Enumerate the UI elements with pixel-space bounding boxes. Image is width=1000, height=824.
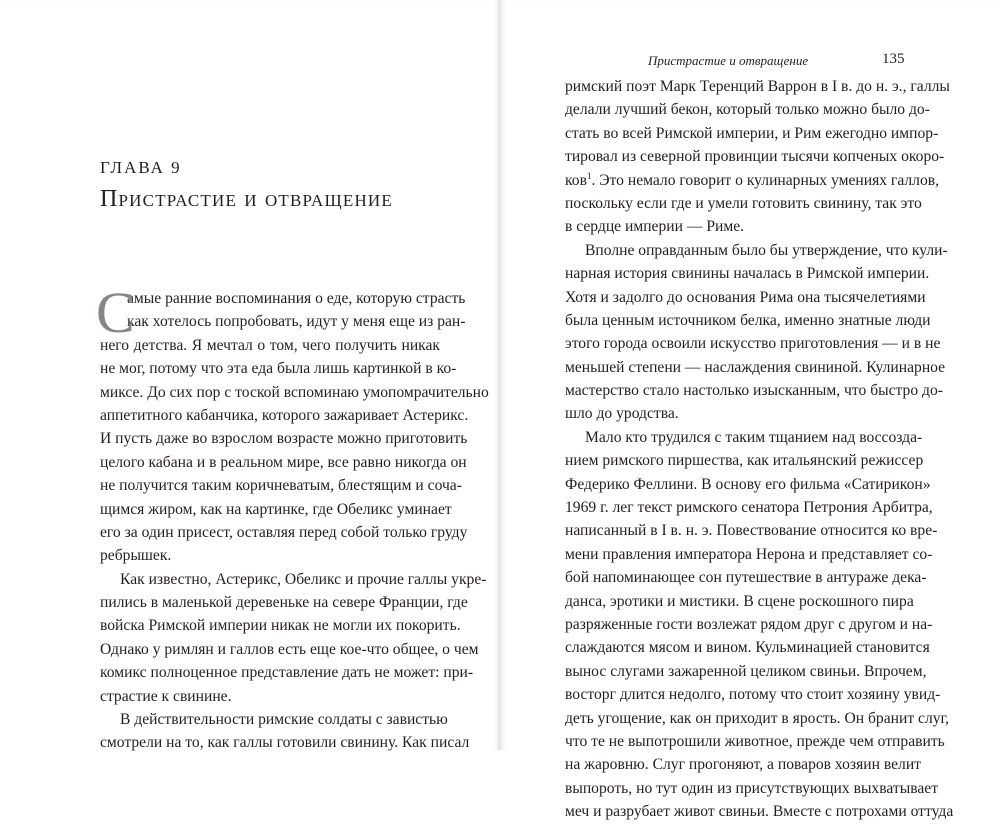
text-line: 1969 г. лег текст римского сенатора Петрония Арбитра,: [565, 499, 933, 517]
text-line: тировал из северной провинции тысячи копченых окоро-: [565, 148, 945, 166]
text-line: Федерико Феллини. В основу его фильма «Сатирикон»: [565, 475, 931, 493]
text-line: делали лучший бекон, который только можно было до-: [565, 101, 930, 119]
chapter-label: ГЛАВА 9: [100, 158, 182, 177]
text-line: щимся жиром, как на картинке, где Обеликс уминает: [100, 500, 452, 518]
text-line: миксе. До сих пор с тоской вспоминаю умопомрачительно: [100, 383, 489, 401]
drop-cap: С: [96, 280, 135, 345]
text-line: восторг длится недолго, потому что стоит хозяину увид-: [565, 686, 941, 704]
text-line: на жаровню. Слуг прогоняют, а поваров хозяин велит: [565, 756, 921, 774]
text-line: мени правления императора Нерона и представляет со-: [565, 545, 933, 563]
text-line: В действительности римские солдаты с завистью: [120, 711, 448, 729]
text-line: в сердце империи — Риме.: [565, 218, 745, 236]
text-fragment: . Это немало говорит о кулинарных умениях галлов,: [591, 171, 940, 189]
text-line: римский поэт Марк Теренций Варрон в I в. до н. э., галлы: [565, 78, 950, 95]
text-line: разряженные гости возлежат рядом друг с другом и на-: [565, 615, 933, 633]
left-body-text: [96, 280, 489, 755]
text-line: И пусть даже во взрослом возрасте можно приготовить: [100, 430, 468, 448]
text-line: Хотя и задолго до основания Рима она тысячелетиями: [565, 288, 926, 306]
text-line: как хотелось попробовать, идут у меня еще из ран-: [127, 313, 466, 331]
text-line: выпороть, но тут один из присутствующих выхватывает: [565, 779, 939, 797]
text-line: комикс полноценное представление дать не может: при-: [100, 664, 474, 682]
text-line: стать во всей Римской империи, и Рим ежегодно импор-: [565, 124, 939, 142]
text-line: страстие к свинине.: [100, 687, 232, 705]
text-line: написанный в I в. н. э. Повествование относится ко вре-: [565, 522, 938, 540]
page-number: 135: [882, 51, 905, 67]
chapter-title: Пристрастие и отвращение: [100, 186, 393, 212]
text-line: Как известно, Астерикс, Обеликс и прочие галлы укре-: [120, 570, 487, 588]
text-line: его за один присест, оставляя перед собой только груду: [100, 523, 468, 541]
text-line: пились в маленькой деревеньке на севере Франции, где: [100, 594, 468, 612]
running-head: Пристрастие и отвращение: [648, 53, 809, 68]
text-line: ребрышек.: [100, 547, 172, 565]
text-line: что те не выпотрошили животное, прежде чем отправить: [565, 732, 945, 750]
text-line: вынос слугами зажаренной целиком свиньи. Впрочем,: [565, 662, 927, 680]
text-line: меч и разрубает живот свиньи. Вместе с потрохами оттуда: [565, 803, 954, 821]
text-line: Вполне оправданным было бы утверждение, что кули-: [585, 241, 948, 259]
text-line: шло до уродства.: [565, 405, 679, 423]
footnote-mark: 1: [586, 170, 592, 181]
text-line: не получится таким коричневатым, блестящим и соча-: [100, 477, 462, 495]
text-line-with-footnote: [565, 169, 940, 192]
text-line: целого кабана и в реальном мире, все равно никогда он: [100, 453, 467, 471]
right-body-text: [565, 75, 954, 824]
text-line: Мало кто трудился с таким тщанием над воссозда-: [585, 428, 923, 446]
text-line: была ценным источником белка, именно знатные люди: [565, 311, 931, 329]
text-line: аппетитного кабанчика, которого зажаривает Астерикс.: [100, 406, 469, 424]
left-page: [0, 0, 500, 750]
text-line: Однако у римлян и галлов есть еще кое-что общее, о чем: [100, 640, 479, 658]
text-line: войска Римской империи никак не могли их покорить.: [100, 617, 461, 635]
text-line: мастерство стало настолько изысканным, что быстро до-: [565, 382, 943, 400]
text-line: амые ранние воспоминания о еде, которую страсть: [127, 290, 466, 307]
text-line: этого города освоили искусство приготовления — и в не: [565, 335, 941, 353]
text-line: данса, эротики и мистики. В сцене роскошного пира: [565, 592, 914, 610]
text-line: нием римского пиршества, как итальянский режиссер: [565, 452, 924, 470]
text-line: не мог, потому что эта еда была лишь картинкой в ко-: [100, 360, 457, 378]
text-line: поскольку если где и умели готовить свинину, так это: [565, 194, 922, 212]
text-line: него детства. Я мечтал о том, чего получить никак: [100, 336, 440, 354]
text-line: деть угощение, как он приходит в ярость. Он бранит слуг,: [565, 709, 950, 727]
text-fragment: ков: [565, 171, 587, 189]
text-line: нарная история свинины началась в Римской империи.: [565, 265, 930, 283]
text-line: смотрели на то, как галлы готовили свинину. Как писал: [100, 734, 470, 752]
text-line: меньшей степени — наслаждения свининой. Кулинарное: [565, 358, 946, 376]
text-line: слаждаются мясом и вином. Кульминацией становится: [565, 639, 930, 657]
text-line: бой напоминающее сон путешествие в антураже дека-: [565, 569, 927, 587]
